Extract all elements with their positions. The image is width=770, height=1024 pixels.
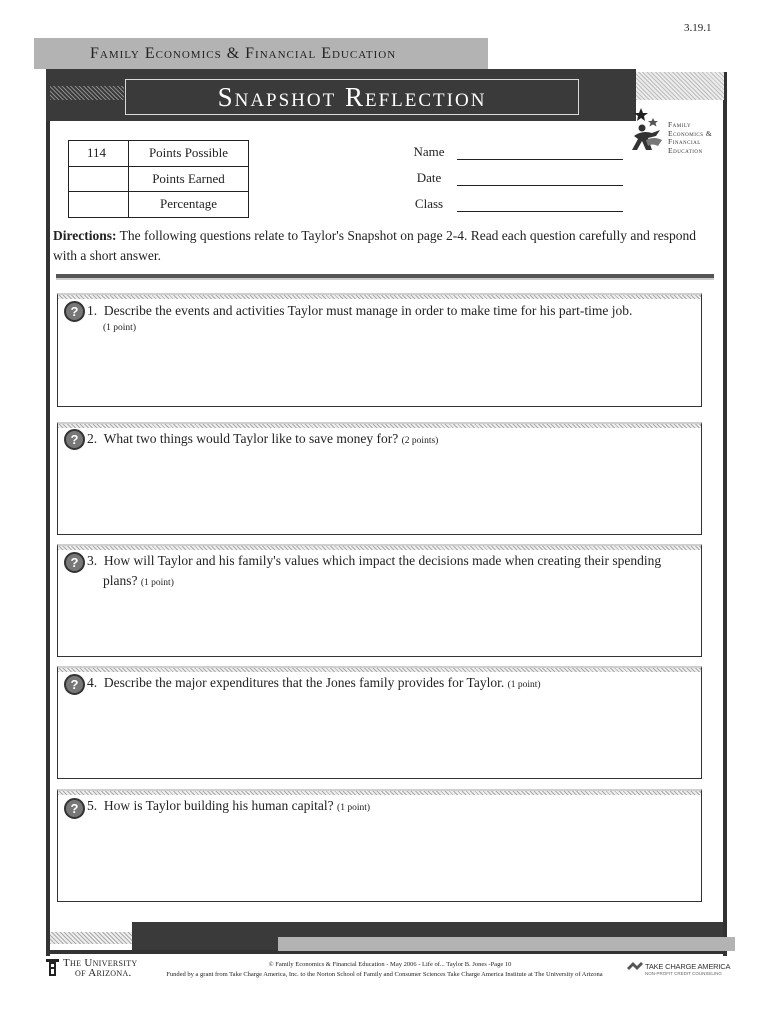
points-label: Points Earned [129,166,249,192]
directions [53,226,713,266]
class-field[interactable] [400,196,625,214]
footer-gray-band [278,937,735,951]
question-text-4: 4. Describe the major expenditures that the Jones family provides for Taylor. (1 point) [87,675,541,690]
page-title: Snapshot Reflection [125,79,579,115]
question-points-2: (2 points) [401,436,439,446]
fefe-logo-text: Family Economics & Financial Education [668,120,713,155]
question-mark-icon: ? [64,674,85,695]
take-charge-america-tagline: NON-PROFIT CREDIT COUNSELING [645,971,722,976]
points-row [69,166,249,192]
series-title: Family Economics & Financial Education [34,38,488,69]
directions-label: Directions: [53,228,117,243]
university-name-line1: The University [63,957,138,969]
date-label: Date [416,170,442,185]
name-field[interactable] [400,144,625,162]
points-value[interactable]: 114 [69,141,129,167]
date-field[interactable] [400,170,625,188]
directions-text: The following questions relate to Taylor's Snapshot on page 2-4. Read each question carefully and respond with a short answer. [53,228,696,263]
question-points-4: (1 point) [507,680,541,690]
question-box-4[interactable] [57,666,702,779]
header-pattern-right [636,72,724,100]
question-mark-icon: ? [64,429,85,450]
question-box-pattern [58,668,701,672]
take-charge-america-name: TAKE CHARGE AMERICA [645,962,731,971]
points-row [69,192,249,218]
question-box-pattern [58,295,701,299]
points-label: Points Possible [129,141,249,167]
question-box-1[interactable] [57,293,702,407]
points-row [69,141,249,167]
arizona-a-icon [45,958,60,977]
question-text-5: 5. How is Taylor building his human capital? (1 point) [87,798,371,813]
section-divider-shadow [56,278,714,280]
question-mark-icon: ? [64,552,85,573]
name-label: Name [413,144,445,159]
question-text-2: 2. What two things would Taylor like to save money for? (2 points) [87,431,439,446]
points-table [68,140,249,218]
points-value[interactable] [69,166,129,192]
question-box-pattern [58,546,701,550]
question-box-5[interactable] [57,789,702,902]
class-label: Class [414,196,444,211]
question-points-1: (1 point) [103,322,136,333]
frame-left-border [46,52,50,956]
page-number: 3.19.1 [684,22,712,34]
name-input-line[interactable] [457,159,623,160]
date-input-line[interactable] [457,185,623,186]
points-value[interactable] [69,192,129,218]
copyright-text: © Family Economics & Financial Education - May 2006 - Life of... Taylor B. Jones -Page 10 [268,961,512,968]
question-points-5: (1 point) [337,803,371,813]
frame-right-border [723,72,727,956]
question-text-3: 3. How will Taylor and his family's values which impact the decisions made when creating their spending plans? (1 point) [87,553,662,588]
question-points-3: (1 point) [140,577,174,588]
footer-pattern [50,932,132,944]
class-input-line[interactable] [457,211,623,212]
question-box-3[interactable] [57,544,702,657]
question-mark-icon: ? [64,301,85,322]
question-box-pattern [58,424,701,428]
question-mark-icon: ? [64,798,85,819]
question-box-pattern [58,791,701,795]
header-pattern-left [50,86,124,100]
question-text-1: 1. Describe the events and activities Taylor must manage in order to make time for his part-time job. (1 point) [87,301,681,335]
funding-text: Funded by a grant from Take Charge America, Inc. to the Norton School of Family and Consumer Sciences Take Charge America Institute at The University of Arizona [166,971,603,978]
question-box-2[interactable] [57,422,702,535]
points-label: Percentage [129,192,249,218]
university-name-line2: of Arizona. [75,967,132,979]
